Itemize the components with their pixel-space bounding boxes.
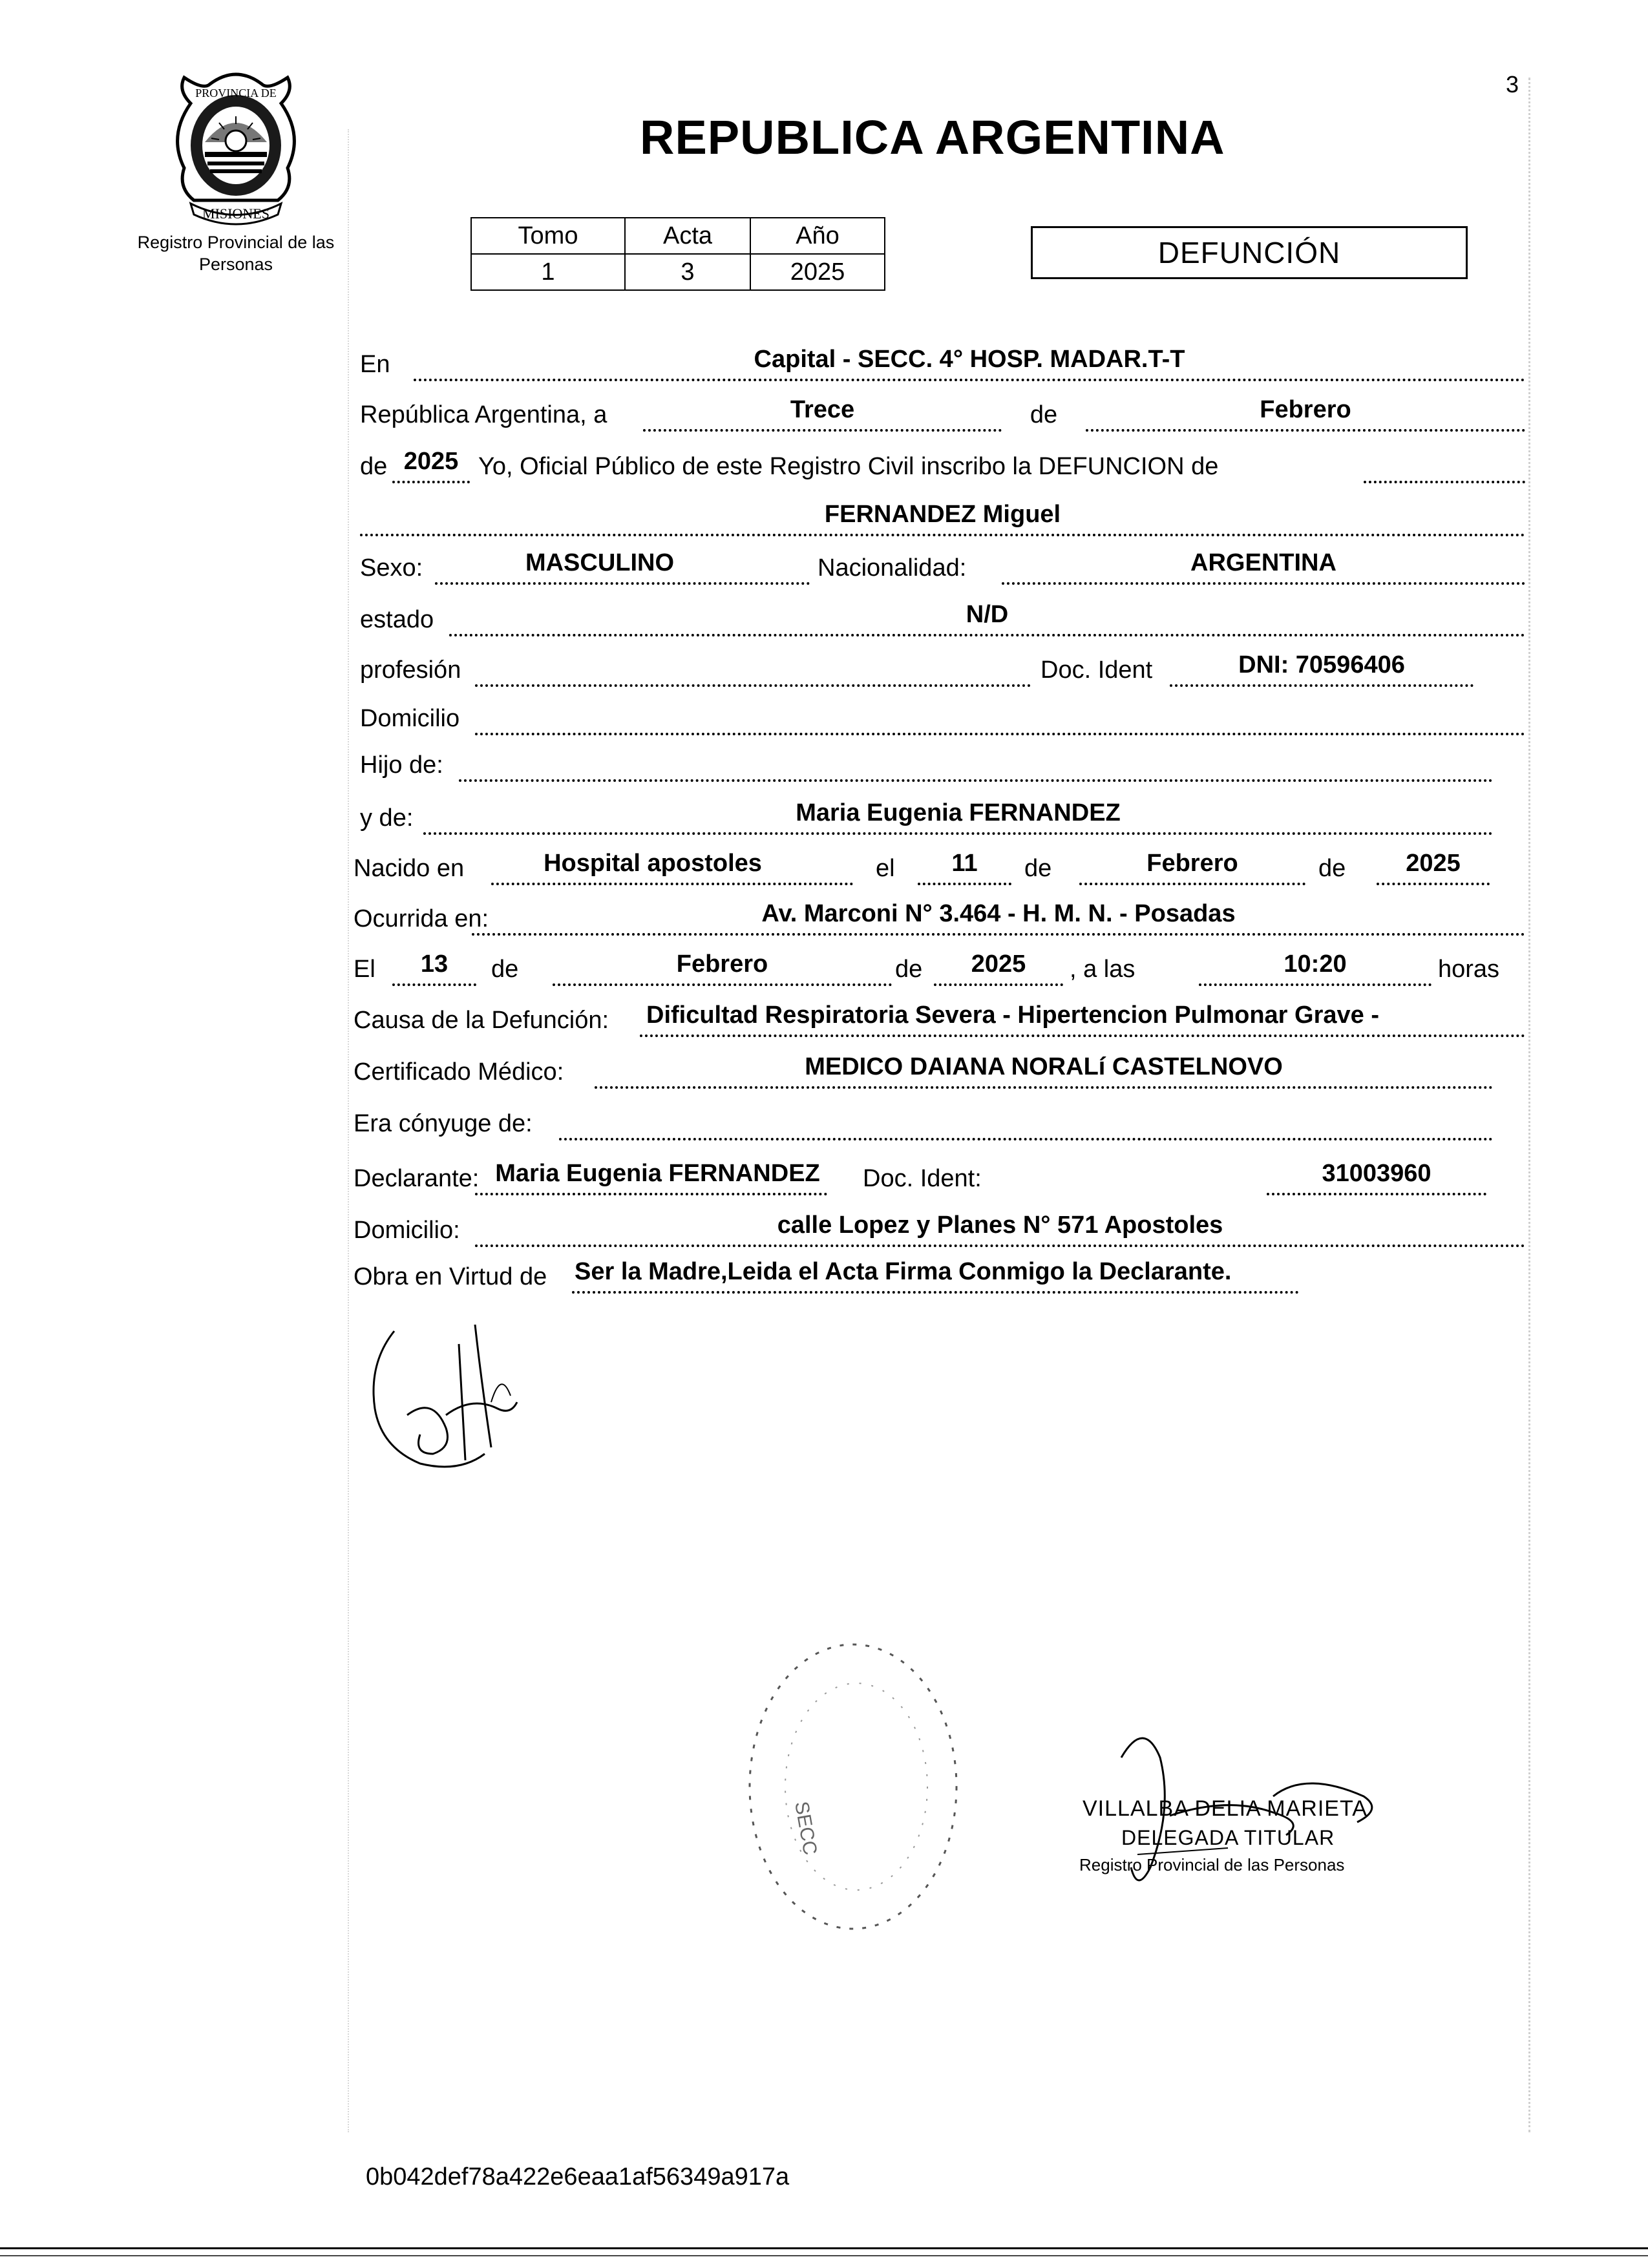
ocurrida-field [472,897,1525,936]
alas-label: , a las [1070,956,1136,983]
domicilio-field [475,697,1525,735]
anio-header: Año [750,218,885,254]
certificado-value: MEDICO DAIANA NORALí CASTELNOVO [805,1053,1283,1080]
birth-day-value: 11 [951,850,978,877]
birth-year-value: 2025 [1406,850,1461,877]
provincial-crest-icon [165,65,307,226]
row-hijo [352,743,1525,782]
certificado-field [595,1050,1493,1089]
ocurrida-value: Av. Marconi N° 3.464 - H. M. N. - Posadas [761,900,1236,927]
row-yde [352,796,1525,835]
el2-label: El [354,956,375,983]
domicilio2-label: Domicilio: [354,1217,460,1244]
day-text-field [643,393,1002,432]
sexo-field [435,546,810,585]
official-stamp-icon [737,1628,976,1938]
row-republica [352,393,1525,432]
conyuge-label: Era cónyuge de: [354,1110,533,1137]
hora-value: 10:20 [1284,950,1347,978]
birth-month-field [1079,846,1305,885]
registry-name: Registro Provincial de las Personas [137,233,335,274]
declarante-value: Maria Eugenia FERNANDEZ [495,1160,820,1187]
yde-label: y de: [360,804,414,832]
month-text-value: Febrero [1260,396,1351,423]
de-death-label: de [491,956,519,983]
row-year [352,445,1525,483]
registrar-org: Registro Provincial de las Personas [1079,1855,1345,1874]
en-label: En [360,351,390,378]
el-label: el [876,855,895,882]
yde-field [423,796,1493,835]
signature-block-registrar [1060,1719,1396,1900]
page-title: REPUBLICA ARGENTINA [640,110,1225,164]
death-year-value: 2025 [971,950,1026,978]
row-causa [352,998,1525,1037]
crest-bottom-text: MISIONES [202,205,269,222]
obra-label: Obra en Virtud de [354,1263,547,1290]
hijo-field [459,743,1493,782]
row-en [352,342,1525,381]
row-name [352,498,1525,536]
acta-value: 3 [625,254,750,290]
death-day-field [392,947,476,986]
de-death-year-label: de [895,956,923,983]
doc-ident-label: Doc. Ident [1041,656,1153,684]
margin-dotted-line-left [348,129,349,2132]
birth-year-field [1377,846,1490,885]
horas-label: horas [1438,956,1500,983]
row-domicilio [352,697,1525,735]
hijo-label: Hijo de: [360,751,443,779]
nacionalidad-field [1002,546,1525,585]
doc-ident2-value: 31003960 [1322,1160,1431,1187]
row-sexo [352,546,1525,585]
margin-dotted-line [1528,78,1530,2132]
doc-ident2-field [1267,1157,1486,1195]
declarante-label: Declarante: [354,1165,480,1192]
row-fecha-defuncion [352,947,1525,986]
tomo-value: 1 [471,254,625,290]
death-month-value: Febrero [676,950,768,978]
yo-text: Yo, Oficial Público de este Registro Civil inscribo la DEFUNCION de [478,453,1219,480]
registrar-name: VILLALBA DELIA MARIETA [1083,1796,1368,1821]
causa-field [640,998,1525,1037]
reference-table [470,217,885,291]
doc-ident-field [1170,648,1474,687]
row-conyuge [352,1102,1525,1140]
month-text-field [1086,393,1525,432]
en-field [414,342,1525,381]
nacionalidad-label: Nacionalidad: [818,554,967,582]
profesion-label: profesión [360,656,461,684]
bottom-rule [0,2247,1648,2249]
conyuge-field [559,1102,1493,1140]
page-number: 3 [1506,71,1519,98]
row-obra [352,1255,1525,1294]
death-year-field [934,947,1063,986]
en-value: Capital - SECC. 4° HOSP. MADAR.T-T [754,346,1185,373]
deceased-name-value: FERNANDEZ Miguel [824,501,1061,528]
signature-officer-icon [362,1305,543,1480]
row-declarante [352,1157,1525,1195]
birth-month-value: Febrero [1146,850,1238,877]
de-birth-year-label: de [1318,855,1346,882]
registrar-role: DELEGADA TITULAR [1121,1826,1335,1849]
nacionalidad-value: ARGENTINA [1190,549,1336,576]
row-estado [352,598,1525,636]
deceased-name-field [360,498,1525,536]
row-nacido [352,846,1525,885]
domicilio2-value: calle Lopez y Planes N° 571 Apostoles [777,1212,1223,1239]
row-ocurrida [352,897,1525,936]
nacido-en-value: Hospital apostoles [544,850,762,877]
ocurrida-label: Ocurrida en: [354,905,489,932]
estado-field [449,598,1525,636]
year-value: 2025 [403,448,459,475]
hora-field [1199,947,1431,986]
year-field [392,445,470,483]
death-day-value: 13 [420,950,449,978]
declarante-field [475,1157,827,1195]
row-profesion [352,648,1525,687]
estado-label: estado [360,606,434,633]
anio-value: 2025 [750,254,885,290]
document-type-box: DEFUNCIÓN [1031,226,1468,279]
yo-continuation-field [1364,445,1525,483]
causa-label: Causa de la Defunción: [354,1007,609,1034]
bottom-rule-secondary [0,2255,1648,2256]
profesion-field [475,648,1031,687]
domicilio2-field [475,1208,1525,1247]
domicilio-label: Domicilio [360,705,460,732]
death-month-field [553,947,892,986]
nacido-en-field [491,846,853,885]
row-certificado [352,1050,1525,1089]
tomo-header: Tomo [471,218,625,254]
nacido-label: Nacido en [354,855,465,882]
acta-header: Acta [625,218,750,254]
doc-ident-value: DNI: 70596406 [1238,651,1405,678]
certificado-label: Certificado Médico: [354,1058,564,1086]
row-domicilio2 [352,1208,1525,1247]
yde-value: Maria Eugenia FERNANDEZ [796,799,1121,826]
document-hash: 0b042def78a422e6eaa1af56349a917a [366,2163,790,2190]
obra-value: Ser la Madre,Leida el Acta Firma Conmigo la Declarante. [575,1258,1232,1285]
sexo-label: Sexo: [360,554,423,582]
birth-day-field [918,846,1011,885]
de-year-label: de [360,453,388,480]
republica-label: República Argentina, a [360,401,607,428]
crest-top-text: PROVINCIA DE [195,87,277,100]
de-birth-label: de [1024,855,1052,882]
obra-field [572,1255,1299,1294]
de-label: de [1030,401,1058,428]
sexo-value: MASCULINO [525,549,675,576]
doc-ident2-label: Doc. Ident: [863,1165,982,1192]
stamp-text: SECC [790,1800,821,1857]
day-text-value: Trece [790,396,855,423]
estado-value: N/D [966,601,1009,628]
causa-value: Dificultad Respiratoria Severa - Hipertencion Pulmonar Grave - [646,1002,1379,1029]
